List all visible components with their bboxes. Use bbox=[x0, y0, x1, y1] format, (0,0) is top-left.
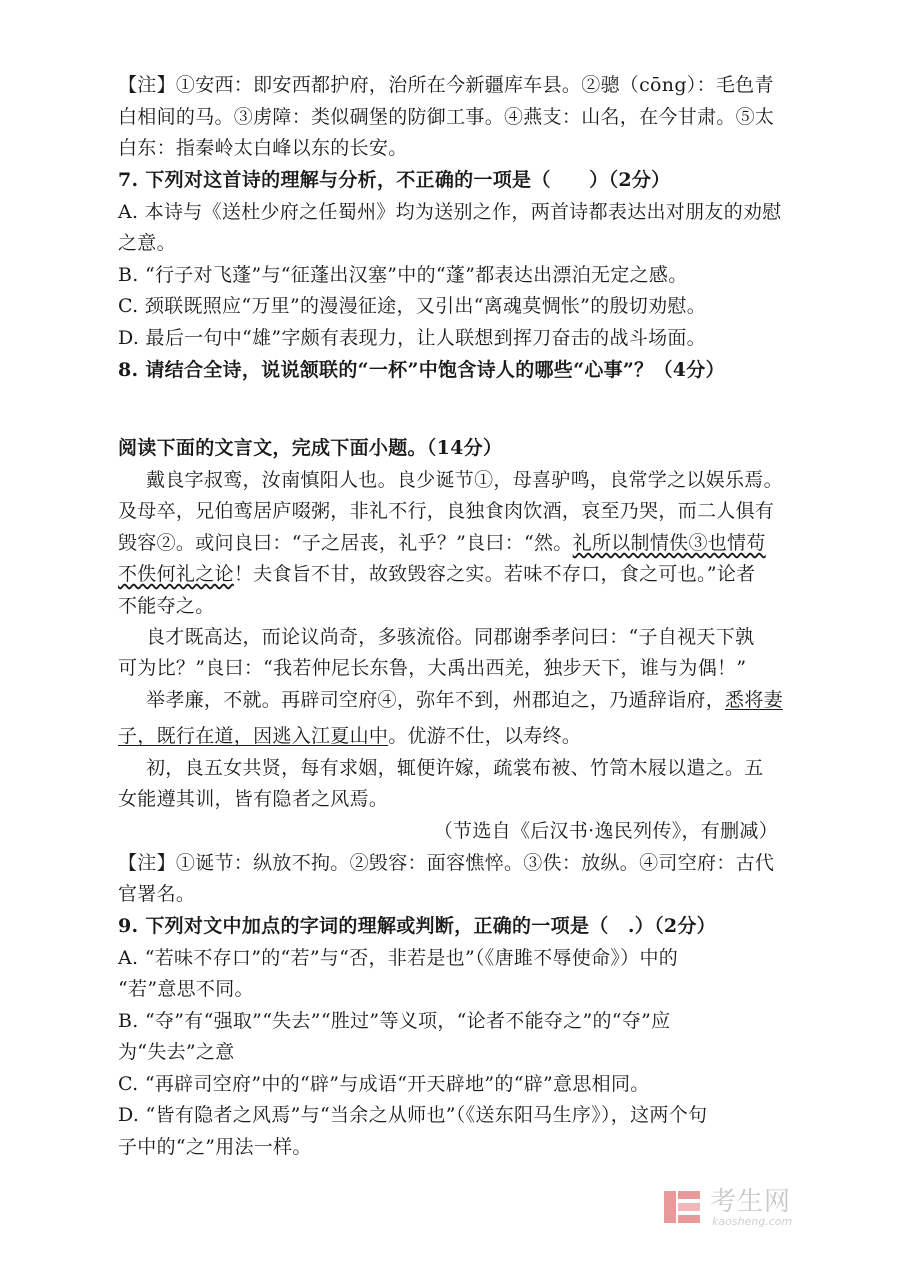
q9-option-b-line1: B. “夺”有“强取”“失去”“胜过”等义项，“论者不能夺之”的“夺”应 bbox=[118, 1010, 671, 1032]
note1-line2: 白相间的马。③虏障：类似碉堡的防御工事。④燕支：山名，在今甘肃。⑤太 bbox=[118, 106, 775, 128]
q9-option-d-line2: 子中的“之”用法一样。 bbox=[118, 1136, 312, 1158]
note1-line3: 白东：指秦岭太白峰以东的长安。 bbox=[118, 137, 408, 159]
passage-p1-line4-text: ！夫食旨不甘，故致毁容之实。若味不存口，食之可也。”论者 bbox=[233, 563, 756, 585]
q7-stem: 7. 下列对这首诗的理解与分析，不正确的一项是（ ）（2分） bbox=[118, 169, 671, 191]
q8-stem: 8. 请结合全诗，说说颔联的“一杯”中饱含诗人的哪些“心事”？（4分） bbox=[118, 359, 725, 381]
note1-line1: 【注】①安西：即安西都护府，治所在今新疆库车县。②骢（cōng）：毛色青 bbox=[118, 74, 774, 96]
passage-p3-line1-text: 举孝廉，不就。再辟司空府④，弥年不到，州郡迫之，乃遁辞诣府， bbox=[146, 689, 726, 711]
passage-source: （节选自《后汉书·逸民列传》，有删减） bbox=[433, 820, 778, 842]
q9-option-b-line2: 为“失去”之意 bbox=[118, 1041, 235, 1063]
passage-intro: 阅读下面的文言文，完成下面小题。（14分） bbox=[118, 437, 503, 459]
q9-option-c: C. “再辟司空府”中的“辟”与成语“开天辟地”的“辟”意思相同。 bbox=[118, 1073, 650, 1095]
passage-p1-line4-wavy: 不佚何礼之论 bbox=[118, 563, 234, 585]
passage-p1-line3-wavy: 礼所以制情佚③也情苟 bbox=[572, 532, 766, 554]
passage-p4-line1: 初，良五女共贤，每有求姻，辄便许嫁，疏裳布被、竹笥木屐以遣之。五 bbox=[146, 757, 764, 779]
passage-p3-line1-underlined: 悉将妻 bbox=[725, 689, 783, 711]
watermark-subtext: kaosheng.com bbox=[712, 1215, 793, 1228]
passage-p1-line3 bbox=[118, 528, 790, 558]
watermark bbox=[662, 1181, 852, 1237]
passage-p1-line1: 戴良字叔鸾，汝南慎阳人也。良少诞节①，母喜驴鸣，良常学之以娱乐焉。 bbox=[146, 469, 783, 491]
passage-p1-line3-text: 毁容②。或问良曰：“子之居丧，礼乎？”良曰：“然。 bbox=[118, 532, 573, 554]
note2-line1: 【注】①诞节：纵放不拘。②毁容：面容憔悴。③佚：放纵。④司空府：古代 bbox=[118, 852, 775, 874]
q7-option-a-line1: A. 本诗与《送杜少府之任蜀州》均为送别之作，两首诗都表达出对朋友的劝慰 bbox=[118, 201, 782, 223]
q7-option-d: D. 最后一句中“雄”字颇有表现力，让人联想到挥刀奋击的战斗场面。 bbox=[118, 327, 706, 349]
q9-option-a-line2: “若”意思不同。 bbox=[118, 978, 254, 1000]
passage-p3-line2-text: 。优游不仕，以寿终。 bbox=[388, 725, 582, 747]
passage-p2-line2: 可为比？”良曰：“我若仲尼长东鲁，大禹出西羌，独步天下，谁与为偶！” bbox=[118, 657, 747, 679]
q7-option-a-line2: 之意。 bbox=[118, 232, 176, 254]
q7-option-c: C. 颈联既照应“万里”的漫漫征途，又引出“离魂莫惆怅”的殷切劝慰。 bbox=[118, 295, 706, 317]
q9-option-a-line1: A. “若味不存口”的“若”与“否，非若是也”（《唐雎不辱使命》）中的 bbox=[118, 947, 679, 969]
note2-line2: 官署名。 bbox=[118, 883, 196, 905]
watermark-logo-icon bbox=[662, 1187, 702, 1227]
watermark-text: 考生网 bbox=[710, 1187, 792, 1217]
passage-p4-line2: 女能遵其训，皆有隐者之风焉。 bbox=[118, 788, 389, 810]
q7-option-b: B. “行子对飞蓬”与“征蓬出汉塞”中的“蓬”都表达出漂泊无定之感。 bbox=[118, 264, 688, 286]
passage-p3-line2-underlined: 子，既行在道，因逃入江夏山中 bbox=[118, 725, 389, 747]
passage-p1-line2: 及母卒，兄伯鸾居庐啜粥，非礼不行，良独食肉饮酒，哀至乃哭，而二人俱有 bbox=[118, 500, 775, 522]
q9-stem: 9. 下列对文中加点的字词的理解或判断，正确的一项是（ .）（2分） bbox=[118, 915, 716, 937]
passage-p1-line5: 不能夺之。 bbox=[118, 595, 215, 617]
passage-p3-line2 bbox=[118, 721, 790, 751]
q9-option-d-line1: D. “皆有隐者之风焉”与“当余之从师也”（《送东阳马生序》），这两个句 bbox=[118, 1104, 708, 1126]
passage-p1-line4 bbox=[118, 559, 790, 589]
passage-p3-line1 bbox=[146, 685, 818, 715]
passage-p2-line1: 良才既高达，而论议尚奇，多骇流俗。同郡谢季孝问曰：“子自视天下孰 bbox=[146, 626, 755, 648]
